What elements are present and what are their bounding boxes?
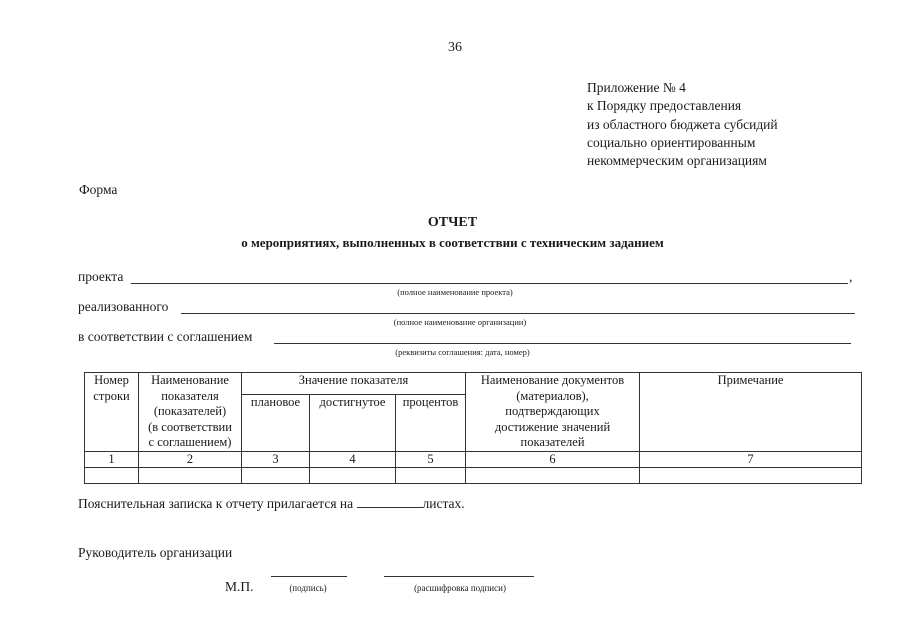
appendix-line: некоммерческим организациям xyxy=(587,153,767,169)
signature-decoding-line[interactable] xyxy=(384,576,534,577)
column-number: 3 xyxy=(242,451,310,468)
report-title: ОТЧЕТ xyxy=(427,215,478,230)
table-cell[interactable] xyxy=(242,468,310,484)
sheets-count-blank[interactable] xyxy=(357,496,423,508)
project-comma: , xyxy=(849,269,853,284)
implemented-input-line[interactable] xyxy=(181,313,855,314)
header-documents: Наименование документов (материалов), подтверждающих достижение значений показателей xyxy=(466,373,640,452)
table-cell[interactable] xyxy=(139,468,242,484)
column-number: 1 xyxy=(85,451,139,468)
note-text-before: Пояснительная записка к отчету прилагается на xyxy=(78,496,354,511)
agreement-input-line[interactable] xyxy=(274,343,851,344)
project-hint: (полное наименование проекта) xyxy=(397,287,513,297)
header-percent: процентов xyxy=(396,394,466,451)
signature-line[interactable] xyxy=(271,576,347,577)
appendix-line: социально ориентированным xyxy=(587,134,756,150)
header-row-number: Номер строки xyxy=(85,373,139,452)
page-number: 36 xyxy=(448,40,462,55)
implemented-label: реализованного xyxy=(78,299,169,314)
form-label: Форма xyxy=(79,182,118,197)
signature-hint: (подпись) xyxy=(289,583,327,593)
appendix-line: к Порядку предоставления xyxy=(587,98,742,114)
table-cell[interactable] xyxy=(466,468,640,484)
appendix-block xyxy=(587,79,778,170)
header-remark: Примечание xyxy=(640,373,862,452)
appendix-line: из областного бюджета субсидий xyxy=(587,116,778,132)
stamp-label: М.П. xyxy=(225,579,254,594)
column-number: 4 xyxy=(310,451,396,468)
appendix-line: Приложение № 4 xyxy=(587,80,686,95)
head-of-organization-label: Руководитель организации xyxy=(78,545,233,560)
table-cell[interactable] xyxy=(396,468,466,484)
table-cell[interactable] xyxy=(85,468,139,484)
header-achieved: достигнутое xyxy=(310,394,396,451)
header-planned: плановое xyxy=(242,394,310,451)
table-row xyxy=(85,468,862,484)
indicators-table xyxy=(84,372,862,484)
signature-decoding-hint: (расшифровка подписи) xyxy=(414,583,506,593)
project-input-line[interactable] xyxy=(131,283,848,284)
column-number: 6 xyxy=(466,451,640,468)
column-number: 2 xyxy=(139,451,242,468)
column-number: 5 xyxy=(396,451,466,468)
explanatory-note xyxy=(78,496,465,512)
report-subtitle: о мероприятиях, выполненных в соответствии с техническим заданием xyxy=(241,235,664,250)
agreement-hint: (реквизиты соглашения: дата, номер) xyxy=(395,347,530,357)
agreement-label: в соответствии с соглашением xyxy=(78,329,253,344)
table-cell[interactable] xyxy=(640,468,862,484)
project-label: проекта xyxy=(78,269,124,284)
note-text-after: листах. xyxy=(422,496,465,511)
column-number: 7 xyxy=(640,451,862,468)
table-cell[interactable] xyxy=(310,468,396,484)
header-indicator-value: Значение показателя xyxy=(242,373,466,395)
header-indicator-name: Наименование показателя (показателей) (в соответствии с соглашением) xyxy=(139,373,242,452)
implemented-hint: (полное наименование организации) xyxy=(393,317,527,327)
